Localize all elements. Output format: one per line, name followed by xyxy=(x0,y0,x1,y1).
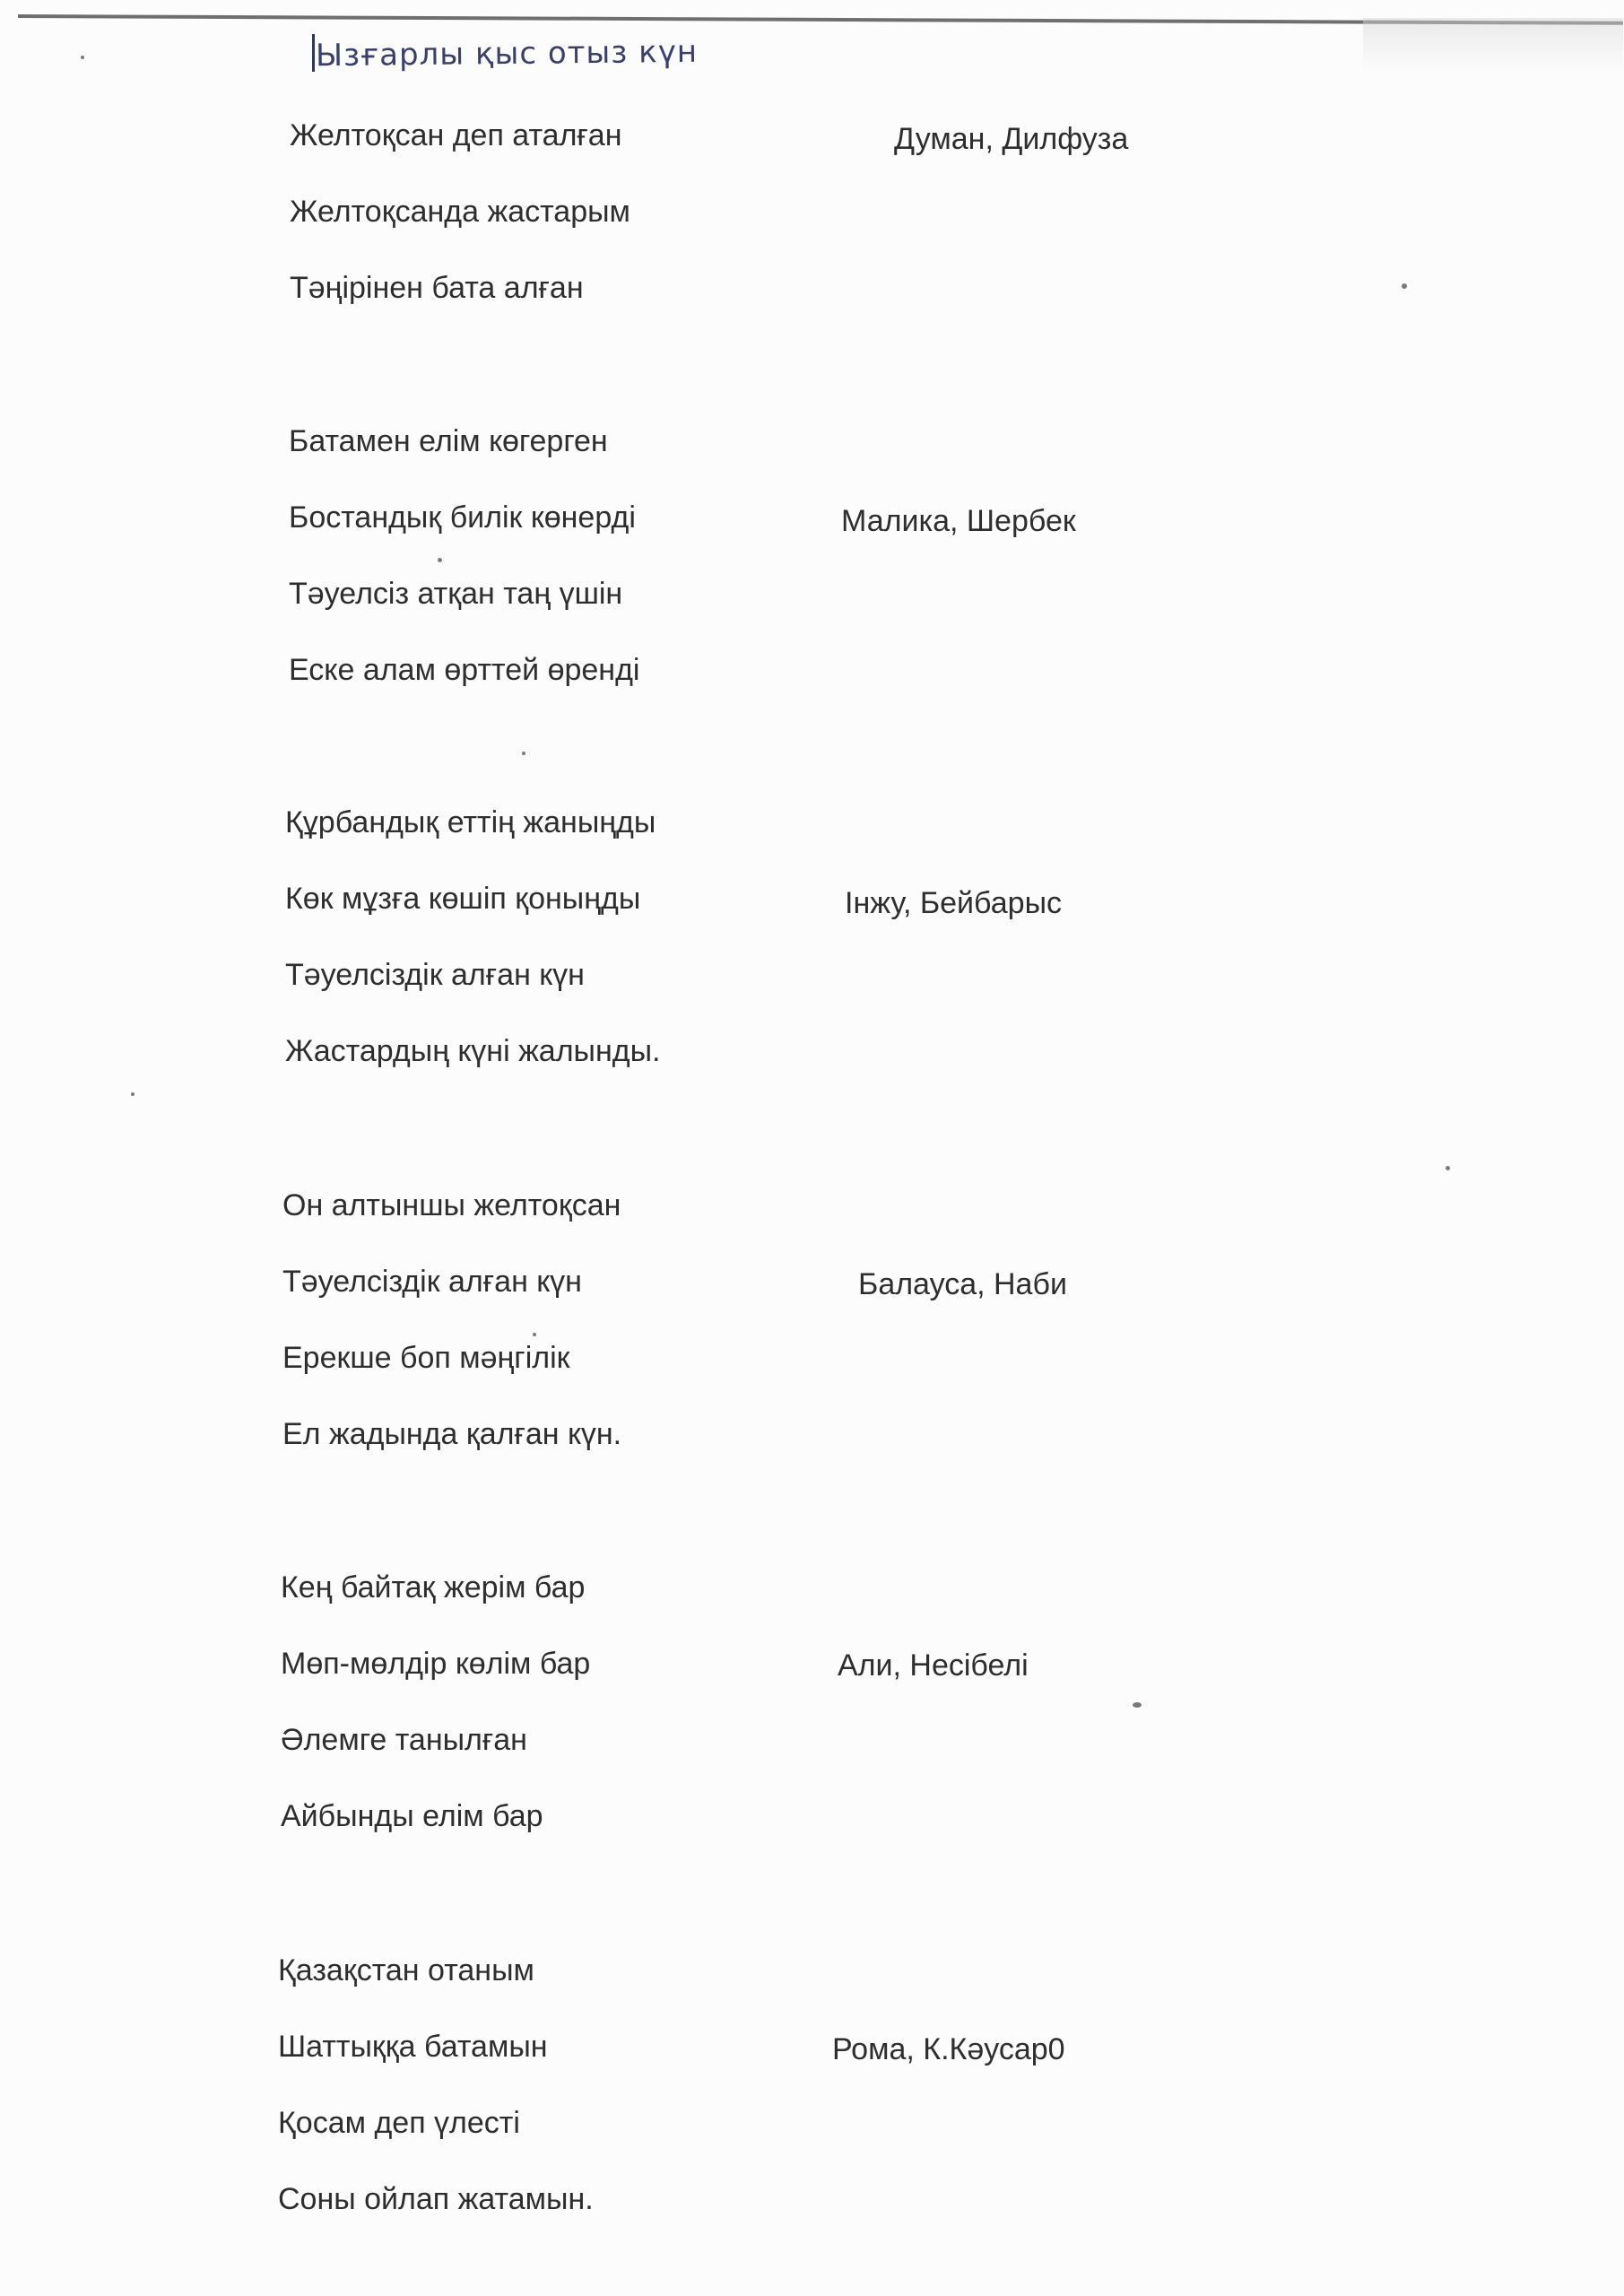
reader-names: Балауса, Наби xyxy=(858,1267,1067,1301)
poem-line: Желтоқсан деп аталған xyxy=(290,118,622,152)
reader-names: Малика, Шербек xyxy=(841,504,1076,538)
poem-line: Тәңірінен бата алған xyxy=(290,271,584,305)
poem-line: Тәуелсіздік алған күн xyxy=(282,1265,582,1299)
scan-speck xyxy=(533,1333,536,1336)
reader-names: Рома, К.Кәусар0 xyxy=(832,2032,1065,2066)
poem-line: Бостандық билік көнерді xyxy=(289,500,636,535)
reader-names: Інжу, Бейбарыс xyxy=(845,886,1063,920)
poem-line: Жастардың күні жалынды. xyxy=(285,1034,661,1068)
poem-line: Еске алам өрттей өренді xyxy=(289,653,640,687)
poem-line: Кең байтақ жерім бар xyxy=(281,1570,586,1605)
poem-line: Көк мұзға көшіп қоныңды xyxy=(285,882,641,916)
poem-line: Он алтыншы желтоқсан xyxy=(282,1188,621,1222)
reader-names: Али, Несібелі xyxy=(838,1648,1029,1683)
reader-names: Думан, Дилфуза xyxy=(894,122,1129,156)
scan-speck xyxy=(1446,1166,1450,1170)
poem-line: Тәуелсіз атқан таң үшін xyxy=(289,577,623,611)
scan-speck xyxy=(81,56,84,59)
scan-speck xyxy=(131,1092,135,1096)
poem-line: Айбынды елім бар xyxy=(281,1799,543,1833)
poem-line: Батамен елім көгерген xyxy=(289,424,608,458)
poem-line: Құрбандық еттің жаныңды xyxy=(285,805,656,839)
scan-speck xyxy=(438,558,442,562)
scan-speck xyxy=(1402,283,1407,289)
scan-speck xyxy=(522,752,525,755)
poem-line: Тәуелсіздік алған күн xyxy=(285,958,585,992)
poem-line: Соны ойлап жатамын. xyxy=(278,2182,594,2216)
poem-line: Шаттыққа батамын xyxy=(278,2030,548,2064)
poem-title: Ызғарлы қыс отыз күн xyxy=(315,33,699,74)
poem-line: Қазақстан отаным xyxy=(278,1953,534,1987)
poem-line: Ерекше боп мәңгілік xyxy=(282,1341,570,1375)
poem-line: Мөп-мөлдір көлім бар xyxy=(281,1647,591,1681)
scan-speck xyxy=(1133,1702,1142,1708)
poem-line: Желтоқсанда жастарым xyxy=(290,195,630,229)
poem-line: Қосам деп үлесті xyxy=(278,2106,520,2140)
poem-line: Әлемге танылған xyxy=(281,1723,527,1757)
poem-line: Ел жадында қалған күн. xyxy=(282,1417,622,1451)
scan-shadow xyxy=(1363,18,1623,72)
